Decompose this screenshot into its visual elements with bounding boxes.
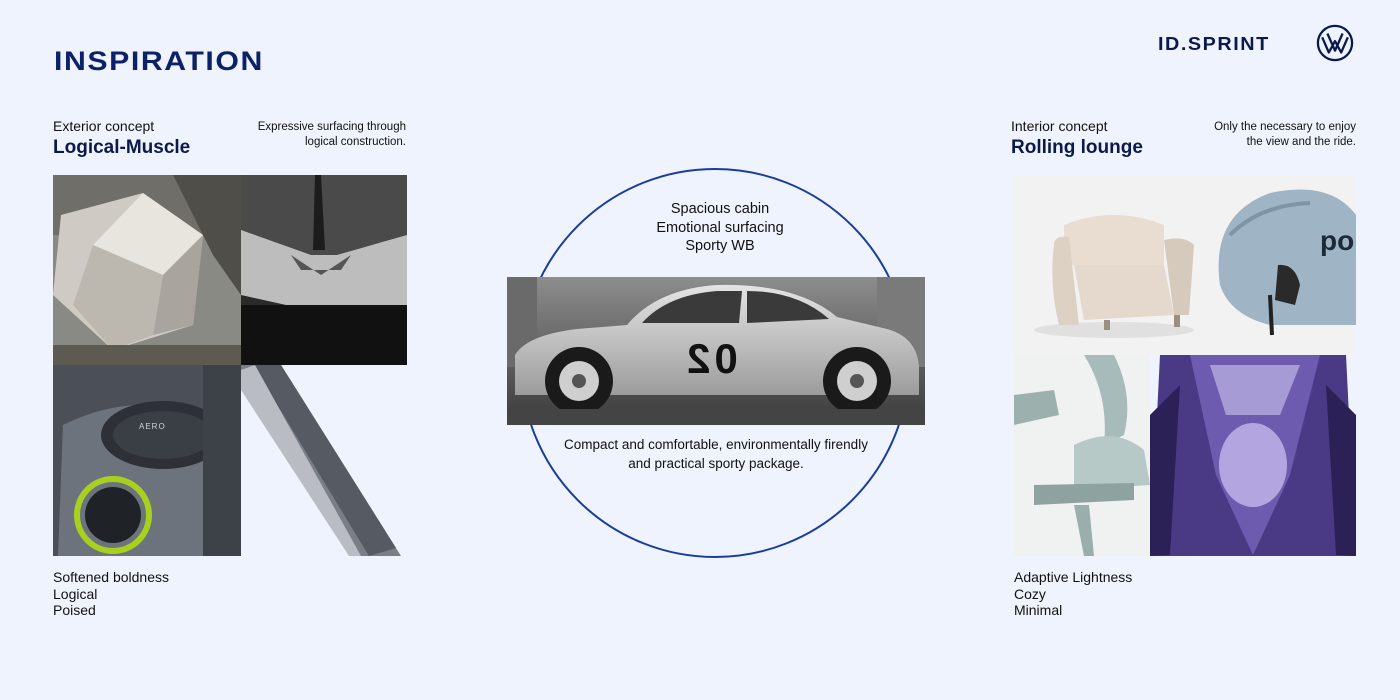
metal-profile-image: [241, 365, 407, 556]
exterior-label: Exterior concept: [53, 118, 155, 134]
aero-product-image: [53, 365, 241, 556]
exterior-description: Expressive surfacing through logical construction.: [257, 121, 406, 148]
helmet-image: [1200, 175, 1356, 355]
exterior-tags: [53, 569, 169, 619]
exterior-tag: Softened boldness: [53, 569, 169, 585]
interior-tag: Minimal: [1014, 602, 1063, 618]
vintage-car-image: [507, 277, 925, 425]
helmet-brand-text: po: [1320, 225, 1355, 256]
package-highlights: Spacious cabin Emotional surfacing Sporty WB: [656, 201, 784, 254]
purple-figure-image: [1150, 355, 1356, 556]
exterior-tag: Poised: [53, 602, 96, 618]
page-title: INSPIRATION: [54, 46, 264, 76]
interior-label: Interior concept: [1011, 118, 1108, 134]
office-chair-image: [1014, 355, 1150, 556]
concrete-sculpture-image: [53, 175, 241, 365]
armchair-image: [1014, 175, 1200, 355]
package-description: Compact and comfortable, environmentally firendly and practical sporty package.: [564, 437, 868, 471]
winged-structure-image: [241, 175, 407, 365]
exterior-tag: Logical: [53, 585, 98, 602]
brand-name: ID.SPRINT: [1158, 34, 1270, 54]
interior-description: Only the necessary to enjoy the view and the ride.: [1214, 121, 1356, 148]
vw-logo-icon: [1316, 24, 1354, 62]
interior-name: Rolling lounge: [1011, 137, 1143, 158]
interior-tags: [1014, 569, 1132, 619]
car-number: 02: [683, 335, 738, 382]
aero-text: AERO: [139, 422, 166, 431]
interior-tag: Adaptive Lightness: [1014, 569, 1133, 585]
exterior-name: Logical-Muscle: [53, 137, 191, 158]
interior-tag: Cozy: [1014, 585, 1046, 602]
